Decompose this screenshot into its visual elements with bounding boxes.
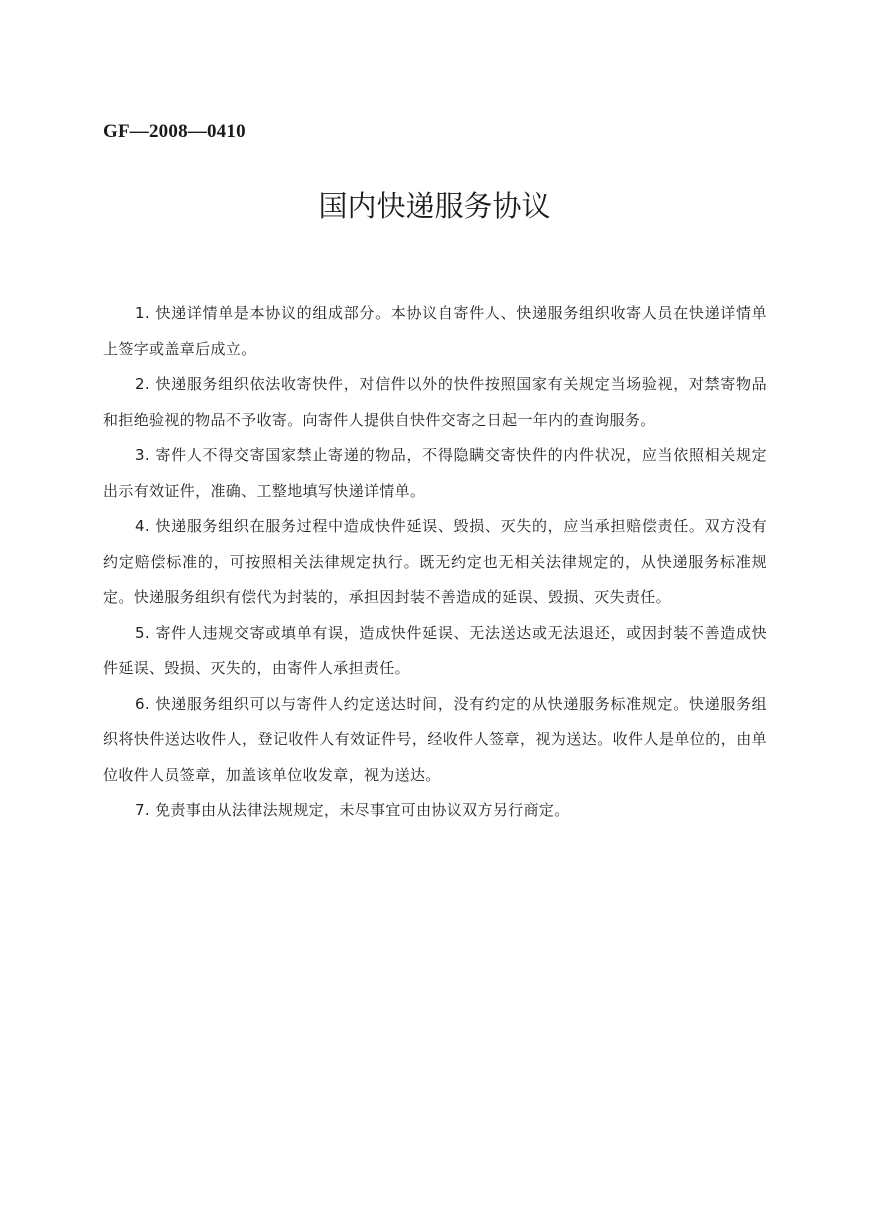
clause-4: 4. 快递服务组织在服务过程中造成快件延误、毁损、灭失的，应当承担赔偿责任。双方没有约定赔偿标准的，可按照相关法律规定执行。既无约定也无相关法律规定的，从快递服务标准规定。快递服务组织有偿代为封装的，承担因封装不善造成的延误、毁损、灭失责任。 bbox=[103, 517, 767, 606]
clause-6: 6. 快递服务组织可以与寄件人约定送达时间，没有约定的从快递服务标准规定。快递服务组织将快件送达收件人，登记收件人有效证件号，经收件人签章，视为送达。收件人是单位的，由单位收件人员签章，加盖该单位收发章，视为送达。 bbox=[103, 694, 767, 784]
clause-2: 2. 快递服务组织依法收寄快件，对信件以外的快件按照国家有关规定当场验视，对禁寄物品和拒绝验视的物品不予收寄。向寄件人提供自快件交寄之日起一年内的查询服务。 bbox=[103, 375, 767, 429]
clause-3: 3. 寄件人不得交寄国家禁止寄递的物品，不得隐瞒交寄快件的内件状况，应当依照相关规定出示有效证件，准确、工整地填写快递详情单。 bbox=[103, 446, 767, 500]
document-title: 国内快递服务协议 bbox=[318, 189, 551, 223]
clause-1: 1. 快递详情单是本协议的组成部分。本协议自寄件人、快递服务组织收寄人员在快递详情单上签字或盖章后成立。 bbox=[103, 304, 767, 358]
clause-list bbox=[103, 296, 767, 829]
document-code: GF—2008—0410 bbox=[103, 121, 246, 142]
clause-5: 5. 寄件人违规交寄或填单有误，造成快件延误、无法送达或无法退还，或因封装不善造成快件延误、毁损、灭失的，由寄件人承担责任。 bbox=[103, 623, 767, 677]
clause-7: 7. 免责事由从法律法规规定，未尽事宜可由协议双方另行商定。 bbox=[135, 801, 570, 819]
